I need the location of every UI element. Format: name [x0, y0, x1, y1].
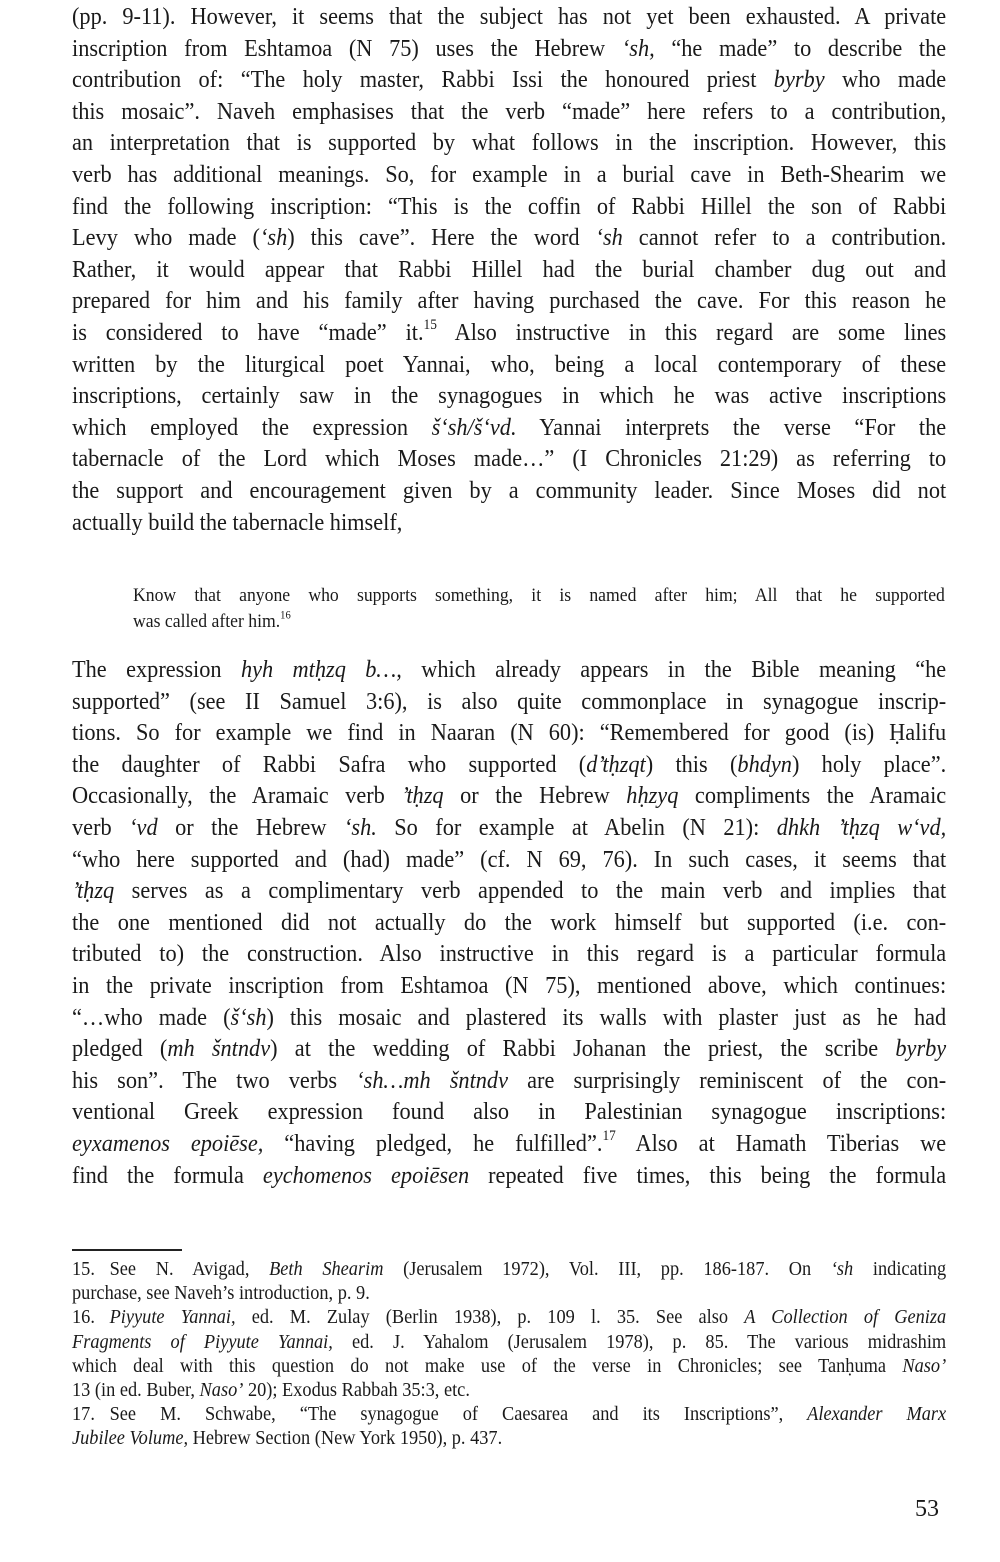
text-run: Yannai interprets the verse “For the — [516, 414, 947, 441]
footnote-line — [72, 1379, 946, 1403]
text-line — [133, 609, 945, 635]
footnotes — [72, 1258, 947, 1452]
text-line — [72, 813, 946, 845]
italic-term: eychomenos epoiēsen — [262, 1162, 470, 1189]
text-run: purchase, see Naveh’s introduction, p. 9. — [72, 1283, 370, 1305]
footnote-line — [72, 1282, 946, 1306]
footnote-reference: 15 — [423, 317, 437, 334]
text-line — [72, 1129, 946, 1161]
italic-term: bhdyn — [737, 751, 792, 778]
text-line — [72, 1003, 946, 1035]
text-run: which already appears in the Bible meaning “he — [401, 657, 947, 683]
text-line — [72, 381, 946, 413]
text-run: the support and encouragement given by a community leader. Since Moses did not — [72, 477, 947, 504]
text-line — [72, 160, 946, 192]
text-run: ed. J. Yahalom (Jerusalem 1978), p. 85. The various midrashim — [332, 1331, 947, 1353]
italic-term: ‘sh. — [343, 814, 377, 841]
body-paragraph-1 — [72, 2, 947, 539]
footnote-line — [72, 1427, 946, 1451]
text-line — [72, 845, 946, 877]
text-line — [72, 939, 946, 971]
italic-term: hḥzyq — [626, 783, 679, 810]
text-run: tabernacle of the Lord which Moses made…” (I Chronicles 21:29) as referring to — [72, 446, 947, 473]
footnote-number: 15. — [72, 1259, 95, 1280]
italic-term: š‘sh — [230, 1004, 267, 1031]
text-run: his son”. The two verbs — [72, 1067, 357, 1094]
text-run: So for example at Abelin (N 21): — [376, 814, 777, 841]
text-line — [72, 444, 946, 476]
italic-term: ‘sh — [595, 225, 623, 252]
text-run: “…who made ( — [72, 1004, 231, 1031]
italic-term: mh šntndv — [167, 1036, 271, 1063]
text-run: verb — [72, 814, 130, 841]
text-run: “he made” to describe the — [654, 35, 947, 62]
text-run: ) holy place”. — [791, 751, 947, 778]
italic-term: eyxamenos epoiēse, — [72, 1130, 264, 1157]
italic-term: Alexander Marx — [807, 1404, 947, 1426]
italic-term: š‘sh/š‘vd. — [431, 414, 517, 441]
text-run: ) this ( — [645, 751, 738, 778]
text-run: an interpretation that is supported by what follows in the inscription. However, this — [72, 130, 947, 157]
text-line — [72, 413, 946, 445]
text-line — [72, 1034, 946, 1066]
italic-term: Beth Shearim — [269, 1259, 384, 1280]
italic-term: Naso’ — [199, 1380, 244, 1402]
text-line — [72, 65, 946, 97]
text-run: repeated five times, this being the formula — [469, 1162, 947, 1189]
text-run: are surprisingly reminiscent of the con- — [508, 1067, 947, 1094]
text-run: tributed to) the construction. Also instructive in this regard is a particular formula — [72, 941, 947, 968]
footnote-line — [72, 1403, 946, 1427]
text-line — [72, 286, 946, 318]
italic-term: d’tḥzqt — [586, 751, 646, 778]
text-run: (pp. 9-11). However, it seems that the subject has not yet been exhausted. A private — [72, 4, 947, 30]
block-quote — [133, 583, 945, 635]
italic-term: ‘sh — [830, 1259, 854, 1280]
text-run: Know that anyone who supports something, it is named after him; All that he supported — [133, 585, 945, 606]
text-line — [72, 655, 946, 687]
text-line — [72, 255, 946, 287]
text-run: Also instructive in this regard are some lines — [436, 319, 947, 346]
text-run: See M. Schwabe, “The synagogue of Caesarea and its Inscriptions”, — [109, 1404, 808, 1426]
text-run: Occasionally, the Aramaic verb — [72, 783, 402, 810]
text-line — [72, 508, 946, 540]
text-run: Hebrew Section (New York 1950), p. 437. — [188, 1428, 503, 1450]
text-line — [72, 34, 946, 66]
text-run: cannot refer to a contribution. — [622, 225, 947, 252]
text-run: “having pledged, he fulfilled”. — [263, 1130, 603, 1157]
italic-term: ’tḥzq — [401, 783, 444, 810]
text-run: contribution of: “The holy master, Rabbi Issi the honoured priest — [72, 67, 774, 94]
text-run: ) this cave”. Here the word — [287, 225, 596, 252]
text-line — [72, 687, 946, 719]
text-run: verb has additional meanings. So, for example in a burial cave in Beth-Shearim we — [72, 161, 947, 188]
text-line — [72, 908, 946, 940]
text-line — [72, 1066, 946, 1098]
italic-term: Fragments of Piyyute Yannai, — [72, 1331, 333, 1353]
footnote-line — [72, 1355, 946, 1379]
text-line — [72, 318, 946, 350]
text-run: indicating — [853, 1259, 947, 1280]
text-run: pledged ( — [72, 1036, 168, 1063]
text-run: Also at Hamath Tiberias we — [615, 1130, 947, 1157]
text-line — [72, 750, 946, 782]
page-number: 53 — [915, 1496, 939, 1522]
text-run: The expression — [72, 657, 241, 683]
italic-term: ‘vd — [129, 814, 158, 841]
text-run: 13 (in ed. Buber, — [72, 1380, 200, 1402]
italic-term: Naso’ — [902, 1355, 947, 1377]
text-run: ) at the wedding of Rabbi Johanan the priest, the scribe — [270, 1036, 896, 1063]
italic-term: hyh mtḥzq b…, — [240, 657, 402, 683]
italic-term: A Collection of Geniza — [744, 1307, 947, 1329]
text-run: See N. Avigad, — [109, 1259, 270, 1280]
body-paragraph-2 — [72, 655, 947, 1192]
italic-term: ‘sh — [259, 225, 288, 252]
text-line — [72, 223, 946, 255]
text-run: is considered to have “made” it. — [72, 319, 424, 346]
text-run: the daughter of Rabbi Safra who supported ( — [72, 751, 587, 778]
text-line — [72, 350, 946, 382]
text-line — [72, 1097, 946, 1129]
text-line — [72, 97, 946, 129]
text-run: compliments the Aramaic — [678, 783, 947, 810]
text-line — [72, 781, 946, 813]
footnote-reference: 17 — [602, 1128, 616, 1145]
text-run: supported” (see II Samuel 3:6), is also quite commonplace in synagogue inscrip- — [72, 688, 947, 715]
italic-term: Piyyute Yannai, — [109, 1307, 236, 1329]
text-line — [133, 583, 945, 609]
text-run: find the formula — [72, 1162, 263, 1189]
text-run: written by the liturgical poet Yannai, who, being a local contemporary of these — [72, 351, 947, 378]
text-run: ed. M. Zulay (Berlin 1938), p. 109 l. 35. See also — [235, 1307, 745, 1329]
italic-term: dhkh ’tḥzq w‘vd, — [776, 814, 947, 841]
footnote-reference: 16 — [280, 609, 291, 622]
text-run: or the Hebrew — [157, 814, 344, 841]
text-line — [72, 2, 946, 34]
italic-term: ‘sh…mh šntndv — [356, 1067, 509, 1094]
text-run: Rather, it would appear that Rabbi Hillel had the burial chamber dug out and — [72, 256, 947, 283]
footnote-line — [72, 1306, 946, 1330]
footnote-line — [72, 1331, 946, 1355]
footnote-number: 17. — [72, 1404, 95, 1426]
italic-term: byrby — [895, 1036, 947, 1063]
text-run: who made — [824, 67, 947, 94]
text-run: 20); Exodus Rabbah 35:3, etc. — [243, 1380, 470, 1402]
text-line — [72, 1161, 946, 1193]
text-run: find the following inscription: “This is the coffin of Rabbi Hillel the son of Rabbi — [72, 193, 947, 220]
text-run: this mosaic”. Naveh emphasises that the verb “made” here refers to a contribution, — [72, 98, 947, 125]
text-run: ventional Greek expression found also in Palestinian synagogue inscriptions: — [72, 1099, 947, 1126]
text-line — [72, 876, 946, 908]
text-run: actually build the tabernacle himself, — [72, 509, 403, 536]
text-run: was called after him. — [133, 611, 281, 632]
text-run: in the private inscription from Eshtamoa (N 75), mentioned above, which continues: — [72, 972, 947, 999]
italic-term: byrby — [773, 67, 825, 94]
text-line — [72, 718, 946, 750]
text-run: prepared for him and his family after having purchased the cave. For this reason he — [72, 288, 947, 315]
italic-term: ’tḥzq — [72, 878, 115, 905]
text-line — [72, 476, 946, 508]
text-run: inscription from Eshtamoa (N 75) uses the Hebrew — [72, 35, 622, 62]
text-run: the one mentioned did not actually do the work himself but supported (i.e. con- — [72, 909, 947, 936]
text-run: tions. So for example we find in Naaran (N 60): “Remembered for good (is) Ḥalifu — [72, 720, 947, 747]
text-run: which deal with this question do not make use of the verse in Chronicles; see Tanḥuma — [72, 1355, 903, 1377]
text-run: which employed the expression — [72, 414, 432, 441]
text-run: inscriptions, certainly saw in the synagogues in which he was active inscriptions — [72, 383, 947, 410]
text-line — [72, 128, 946, 160]
text-run: “who here supported and (had) made” (cf. N 69, 76). In such cases, it seems that — [72, 846, 947, 873]
italic-term: ‘sh, — [621, 35, 655, 62]
text-run: serves as a complimentary verb appended to the main verb and implies that — [114, 878, 947, 905]
text-run: or the Hebrew — [443, 783, 627, 810]
text-run: ) this mosaic and plastered its walls with plaster just as he had — [266, 1004, 947, 1031]
text-run: Levy who made ( — [72, 225, 260, 252]
footnote-separator — [72, 1249, 182, 1251]
italic-term: Jubilee Volume, — [72, 1428, 189, 1450]
footnote-line — [72, 1258, 946, 1282]
footnote-number: 16. — [72, 1307, 95, 1329]
text-run: (Jerusalem 1972), Vol. III, pp. 186-187. On — [383, 1259, 831, 1280]
text-line — [72, 971, 946, 1003]
text-line — [72, 192, 946, 224]
